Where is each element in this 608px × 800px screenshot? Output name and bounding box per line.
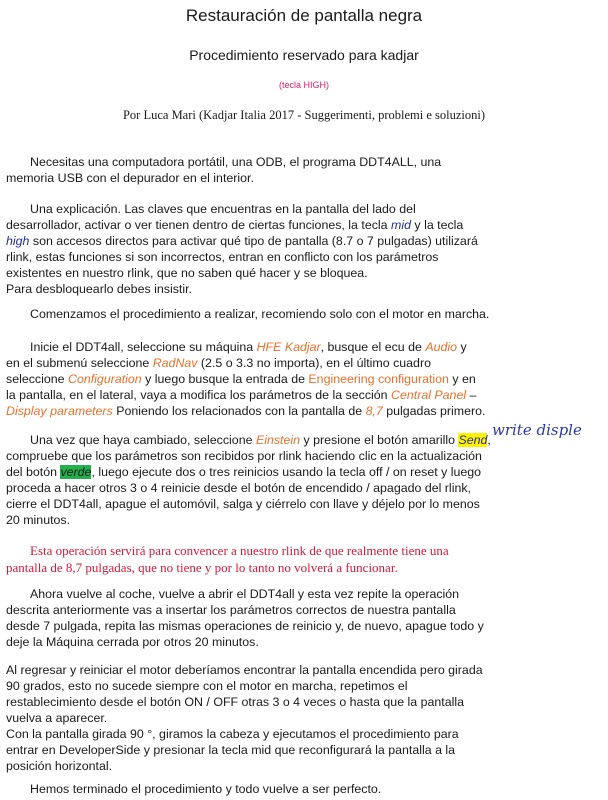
p1-line-1: Necesitas una computadora portátil, una ODB, el programa DDT4ALL, una [30, 155, 442, 169]
p7-line-1: Al regresar y reiniciar el motor deberíamos encontrar la pantalla encendida pero girada [6, 663, 483, 677]
p5-line-2: compruebe que los parámetros son recibidos por rlink haciendo clic en la actualización [6, 449, 482, 463]
configuration-text: Configuration [68, 372, 142, 386]
p1-line-2: memoria USB con el depurador en el interior. [6, 171, 254, 185]
send-highlight: Send [458, 433, 488, 447]
p2-line-3: high son accesos directos para activar qué tipo de pantalla (8.7 o 7 pulgadas) utilizará [6, 234, 478, 248]
author-line: Por Luca Mari (Kadjar Italia 2017 - Suggerimenti, problemi e soluzioni) [122, 108, 486, 122]
p6-line-4: deje la Máquina cerrada por otros 20 minutos. [6, 635, 259, 649]
display-parameters-text: Display parameters [6, 404, 113, 418]
p6-line-3: desde 7 pulgada, repita las mismas operaciones de reinicio y, de nuevo, apague todo y [6, 619, 484, 633]
p6-line-2: descrita anteriormente vas a insertar los parámetros correctos de nuestra pantalla [6, 603, 456, 617]
high-key-text: high [6, 234, 30, 248]
size-87-text: 8,7 [365, 404, 383, 418]
p4-line-4: la pantalla, en el lateral, vaya a modifica los parámetros de la sección Central Panel – [6, 388, 477, 402]
p5-line-6: 20 minutos. [6, 513, 71, 527]
einstein-text: Einstein [255, 433, 301, 447]
red-note-line-1: Esta operación servirá para convencer a nuestro rlink de que realmente tiene una [30, 543, 449, 558]
page-title: Restauración de pantalla negra [185, 6, 423, 25]
p4-line-1: Inicie el DDT4all, seleccione su máquina HFE Kadjar, busque el ecu de Audio y [30, 340, 467, 354]
central-panel-text: Central Panel [391, 388, 467, 402]
p7-line-7: posición horizontal. [6, 759, 113, 773]
p5-line-5: cierre el DDT4all, apague el automóvil, salga y ciérrelo con llave y déjelo por lo menos [6, 497, 480, 511]
p7-line-6: entrar en DeveloperSide y presionar la tecla mid que reconfigurará la pantalla a la [6, 743, 456, 757]
p2-line-5: existentes en nuestro rlink, que no saben qué hacer y se bloquea. [6, 266, 368, 280]
p2-line-2: desarrollador, activar o ver tienen dentro de ciertas funciones, la tecla mid y la tecla [6, 218, 464, 232]
handwritten-note: write disple [492, 421, 582, 439]
p7-line-5: Con la pantalla girada 90 °, giramos la cabeza y ejecutamos el procedimiento para [6, 727, 459, 741]
p5-line-3: del botón verde, luego ejecute dos o tres reinicios usando la tecla off / on reset y luego [6, 465, 482, 479]
audio-text: Audio [425, 340, 458, 354]
p4-line-3: seleccione Configuration y luego busque la entrada de Engineering configuration y en [6, 372, 476, 386]
p4-line-2: en el submenú seleccione RadNav (2.5 o 3.3 no importa), en el último cuadro [6, 356, 431, 370]
p5-line-1: Una vez que haya cambiado, seleccione Einstein y presione el botón amarillo Send, [30, 433, 491, 447]
key-label: (tecla HIGH) [278, 80, 329, 90]
p4-line-5: Display parameters Poniendo los relacionados con la pantalla de 8,7 pulgadas primero. [6, 404, 486, 418]
p2-line-4: rlink, estas funciones si son incorrectos, entran en conflicto con los parámetros [6, 250, 439, 264]
red-note-line-2: pantalla de 8,7 pulgadas, que no tiene y por lo tanto no volverá a funcionar. [6, 560, 398, 575]
mid-key-text: mid [391, 218, 411, 232]
p6-line-1: Ahora vuelve al coche, vuelve a abrir el DDT4all y esta vez repite la operación [30, 587, 460, 601]
p7-line-2: 90 grados, esto no sucede siempre con el motor en marcha, repetimos el [6, 679, 408, 693]
p2-line-1: Una explicación. Las claves que encuentras en la pantalla del lado del [30, 202, 416, 216]
verde-highlight: verde [60, 465, 92, 479]
p5-line-4: proceda a hacer otros 3 o 4 reinicie desde el botón de encendido / apagado del rlink, [6, 481, 471, 495]
p3-line: Comenzamos el procedimiento a realizar, recomiendo solo con el motor en marcha. [30, 307, 490, 321]
page-subtitle: Procedimiento reservado para kadjar [189, 47, 419, 63]
p2-line-6: Para desbloquearlo debes insistir. [6, 282, 192, 296]
p7-line-3: restablecimiento desde el botón ON / OFF otras 3 o 4 veces o hasta que la pantalla [6, 695, 465, 709]
hfe-kadjar-text: HFE Kadjar [256, 340, 321, 354]
p8-line: Hemos terminado el procedimiento y todo vuelve a ser perfecto. [30, 782, 382, 796]
engineering-configuration-text: Engineering configuration [308, 372, 449, 386]
radnav-text: RadNav [152, 356, 198, 370]
p7-line-4: vuelva a aparecer. [6, 711, 108, 725]
